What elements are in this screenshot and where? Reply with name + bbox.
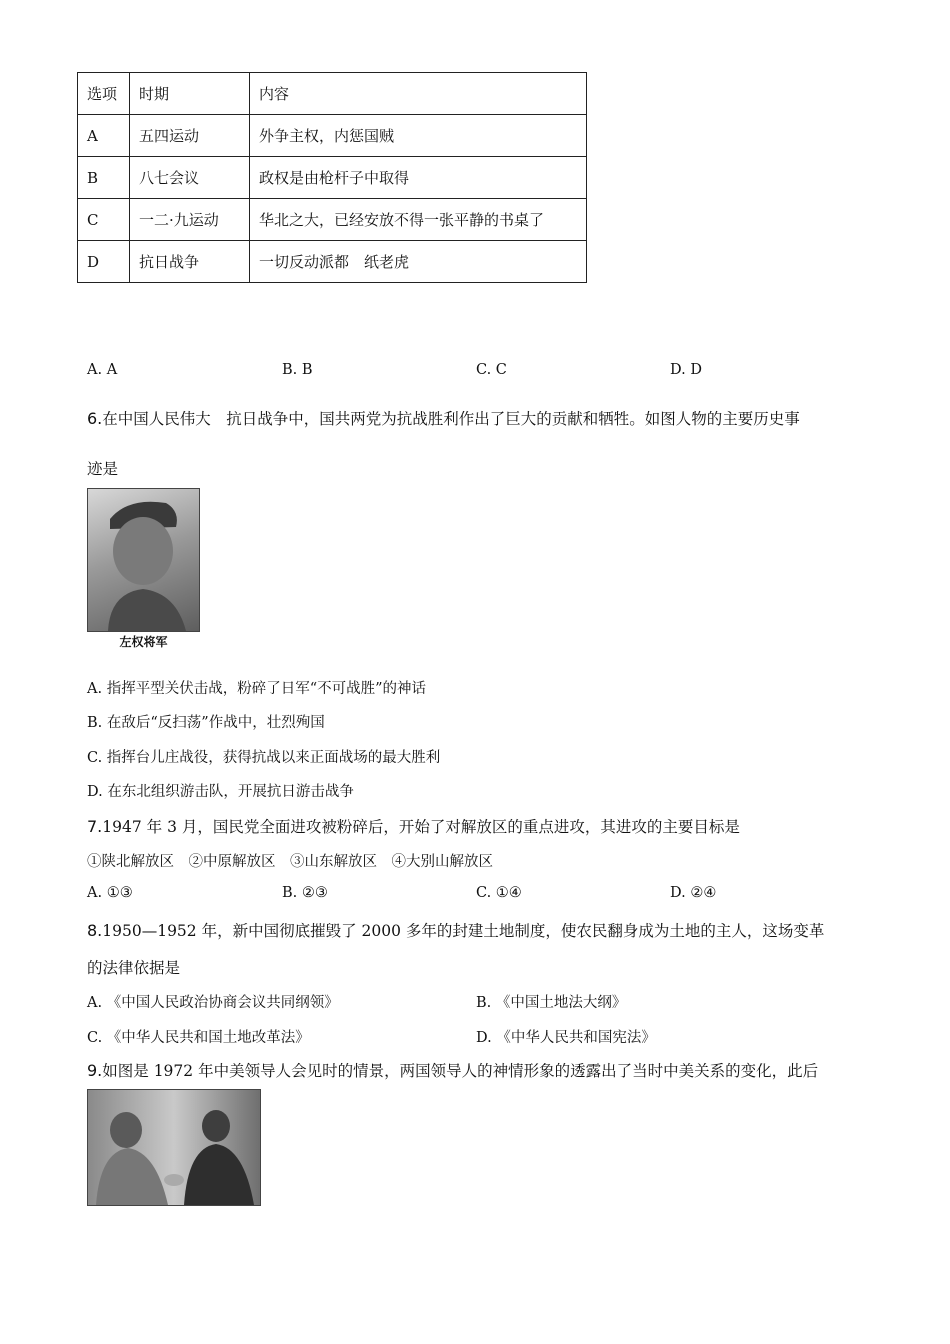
q8-option-d: D. 《中华人民共和国宪法》 [476,1030,656,1046]
meeting-figures-icon [88,1090,260,1205]
header-cell: 时期 [130,73,250,115]
q7-option-c: C. ①④ [476,885,522,901]
table-cell: B [78,157,130,199]
table-row [78,241,587,283]
q5-option-a: A. A [87,362,118,378]
q8-option-c: C. 《中华人民共和国土地改革法》 [87,1030,310,1046]
q5-option-b: B. B [282,362,313,378]
q6-option-b: B. 在敌后“反扫荡”作战中，壮烈殉国 [87,715,325,731]
table-row [78,115,587,157]
table-cell: 政权是由枪杆子中取得 [250,157,587,199]
q6-option-d: D. 在东北组织游击队，开展抗日游击战争 [87,784,354,800]
q7-number: 7. [87,817,103,836]
table-cell: 一二·九运动 [130,199,250,241]
q7-stem-line1: 7.1947 年 3 月，国民党全面进攻被粉碎后，开始了对解放区的重点进攻，其进攻的主要目标是 [87,817,740,836]
portrait-photo [87,488,200,632]
q6-number: 6. [87,409,103,428]
portrait-figure-icon [88,489,199,631]
table-cell: 外争主权，内惩国贼 [250,115,587,157]
q8-stem-line2: 的法律依据是 [87,959,181,977]
portrait-caption: 左权将军 [119,635,168,649]
q6-option-c: C. 指挥台儿庄战役，获得抗战以来正面战场的最大胜利 [87,750,441,766]
table-row [78,199,587,241]
q5-option-c: C. C [476,362,507,378]
q7-option-d: D. ②④ [670,885,717,901]
q5-option-d: D. D [670,362,702,378]
q6-stem-line1: 6.在中国人民伟大 抗日战争中，国共两党为抗战胜利作出了巨大的贡献和牺牲。如图人物的主要历史事 [87,409,800,428]
table-cell: 一切反动派都 纸老虎 [250,241,587,283]
table-row [78,157,587,199]
table-cell: 八七会议 [130,157,250,199]
q8-option-a: A. 《中国人民政治协商会议共同纲领》 [87,995,339,1011]
header-cell: 选项 [78,73,130,115]
q7-option-a: A. ①③ [87,885,133,901]
table-cell: 抗日战争 [130,241,250,283]
table-header-row [78,73,587,115]
table-cell: D [78,241,130,283]
table-cell: A [78,115,130,157]
history-table [77,72,587,283]
q6-option-a: A. 指挥平型关伏击战，粉碎了日军“不可战胜”的神话 [87,681,427,697]
q8-option-b: B. 《中国土地法大纲》 [476,995,627,1011]
q8-number: 8. [87,921,103,940]
q9-number: 9. [87,1061,103,1080]
q8-stem-line1: 8.1950—1952 年，新中国彻底摧毁了 2000 多年的封建土地制度，使农民翻身成为土地的主人，这场变革 [87,921,825,940]
q6-stem-line2: 迹是 [87,460,119,478]
header-cell: 内容 [250,73,587,115]
table-cell: C [78,199,130,241]
meeting-photo [87,1089,261,1206]
table-cell: 华北之大，已经安放不得一张平静的书桌了 [250,199,587,241]
q9-stem-line1: 9.如图是 1972 年中美领导人会见时的情景，两国领导人的神情形象的透露出了当时中美关系的变化，此后 [87,1061,819,1080]
table-cell: 五四运动 [130,115,250,157]
q7-stem-line2: ①陕北解放区 ②中原解放区 ③山东解放区 ④大别山解放区 [87,854,493,870]
q7-option-b: B. ②③ [282,885,328,901]
